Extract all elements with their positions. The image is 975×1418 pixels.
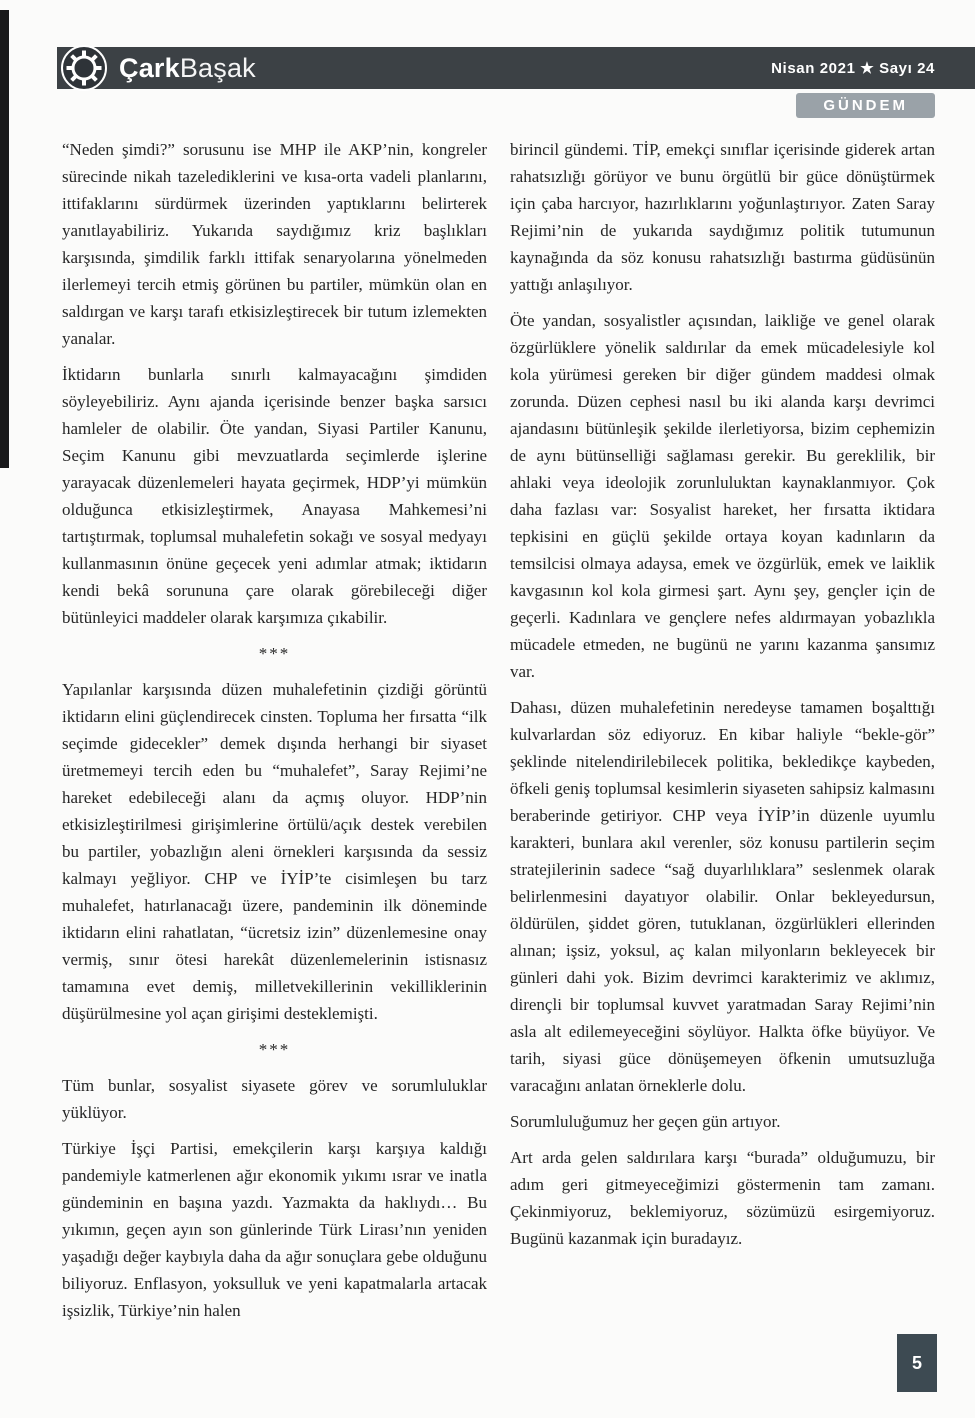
paragraph: Sorumluluğumuz her geçen gün artıyor.	[510, 1112, 781, 1131]
paragraph: Art arda gelen saldırılara karşı “burada” olduğumuzu, bir adım geri gitmeyeceğimizi göstermenin tam zamanı. Çekinmiyoruz, beklemiyoruz, sözümüzü esirgemiyoruz. Bugünü kazanmak için buradayız.	[510, 1148, 935, 1248]
paragraph: İktidarın bunlarla sınırlı kalmayacağını şimdiden söyleyebiliriz. Aynı ajanda içerisinde benzer başka sarsıcı hamleler de olabilir. Öte yandan, Siyasi Partiler Kanunu, Seçim Kanunu gibi mevzuatlarda seçimlerde işlerine yarayacak düzenlemeleri hayata geçirmek, HDP’yi mümkün olduğunca etkisizleştirmek, Anayasa Mahkemesi’ni tartıştırmak, toplumsal muhalefetin sokağı ve sosyal medyayı kullanmasının önüne geçecek yeni adımlar atmak; iktidarın kendi bekâ sorununa çare olarak görebileceği diğer bütünleyici maddeler olarak karşımıza çıkabilir.	[62, 365, 487, 627]
paragraph: Yapılanlar karşısında düzen muhalefetinin çizdiği görüntü iktidarın elini güçlendirecek cinsten. Topluma her fırsatta “ilk seçimde gidecekler” demek dışında herhangi bir siyaset üretmemeyi tercih eden bu “muhalefet”, Saray Rejimi’ne hareket edebileceği alanı da açmış oluyor. HDP’nin etkisizleştirilmesi girişimlerine örtülü/açık destek verebilen bu partiler, yobazlığın aleni örnekleri karşısında da sessiz kalmayı yeğliyor. CHP ve İYİP’te cisimleşen bu tarz muhalefet, hatırlanacağı üzere, pandeminin ilk döneminde iktidarın elini rahatlatan, “ücretsiz izin” düzenlemesine onay vermiş, sınır ötesi harekât düzenlemelerinin istisnasız tamamına evet demiş, milletvekillerinin vekilliklerinin düşürülmesine yol açan girişimi desteklemişti.	[62, 680, 487, 1023]
paragraph: birincil gündemi. TİP, emekçi sınıflar içerisinde giderek artan rahatsızlığı görüyor ve bunu örgütlü bir güce dönüştürmek için çaba harcıyor, hazırlıklarını yoğunlaştırıyor. Zaten Saray Rejimi’nin de yukarıda saydığımız politik tutumunun kaynağında da söz konusu rahatsızlığı bastırma güdüsünün yattığı anlaşılıyor.	[510, 140, 935, 294]
issue-info: Nisan 2021 ★ Sayı 24	[771, 60, 935, 77]
magazine-title	[119, 53, 256, 84]
magazine-title-light: Başak	[179, 52, 256, 83]
article-body	[62, 136, 935, 1333]
paragraph: “Neden şimdi?” sorusunu ise MHP ile AKP’nin, kongreler sürecinde nikah tazelediklerini ve kısa-orta vadeli planlarını, ittifaklarını sürdürmek üzerinden yaptıklarını belirterek yanıtlayabiliriz. Yukarıda saydığımız kriz başlıkları karşısında, şimdilik farklı ittifak senaryolarına yönelmeden ilerlemeyi tercih etmiş görünen bu partiler, mümkün olan en saldırgan ve karşı tarafı etkisizleştirecek bir tutum izlemekten yanalar.	[62, 140, 487, 348]
section-separator: ***	[258, 644, 291, 663]
section-badge-row	[796, 93, 935, 118]
left-edge-stripe	[0, 10, 9, 468]
paragraph: Tüm bunlar, sosyalist siyasete görev ve sorumluluklar yüklüyor.	[62, 1076, 487, 1122]
right-column	[510, 136, 935, 1333]
page-number: 5	[897, 1334, 937, 1392]
masthead-bar	[57, 47, 975, 89]
section-badge: GÜNDEM	[796, 93, 935, 118]
paragraph: Dahası, düzen muhalefetinin neredeyse tamamen boşalttığı kulvarlardan söz ediyoruz. En kibar haliyle “bekle-gör” şeklinde nitelendirilebilecek politika, bekledikçe kaybeden, öfkeli geniş toplumsal kesimlerin siyaseten sahipsiz kalmasını beraberinde getiriyor. CHP veya İYİP’in düzenle uyumlu karakteri, bunlara akıl verenler, söz konusu partilerin seçim stratejilerinin sadece “sağ duyarlılıklara” seslenmek olarak belirlenmesini dayatıyor olabilir. Onlar bekleyedursun, öldürülen, şiddet gören, tutuklanan, özgürlükleri ellerinden alınan; işsiz, yoksul, aç kalan milyonların bekleyecek bir günleri dahi yok. Bizim devrimci karakterimiz ve aklımız, dirençli bir toplumsal kuvvet yaratmadan Saray Rejimi’nin asla alt edilemeyeceğini söylüyor. Halkta öfke büyüyor. Ve tarih, siyasi güce dönüşemeyen öfkenin umutsuzluğa varacağını anlatan örneklerle dolu.	[510, 698, 935, 1095]
paragraph: Öte yandan, sosyalistler açısından, laikliğe ve genel olarak özgürlüklere yönelik saldırılar da emek mücadelesiyle kol kola yürümesi gereken bir diğer gündem maddesi olmak zorunda. Düzen cephesi nasıl bu iki alanda karşı devrimci ajandasını bütünleşik şekilde ilerletiyorsa, bizim cephemizin de aynı bütünselliği sağlaması gerekir. Bu gereklilik, bir ahlaki veya ideolojik zorunluluktan kaynaklanmıyor. Çok daha fazlası var: Sosyalist hareket, her fırsatta iktidara tepkisini en güçlü şekilde ortaya koyan kadınların da temsilcisi olmaya adaysa, emek ve özgürlük, emek ve laiklik kavgasının kol kola girmesi şart. Aynı şey, gençler için de geçerli. Kadınlara ve gençlere nefes aldırmayan yobazlıkla mücadele etmeden, ne bugünü ne yarını kazanma şansımız var.	[510, 311, 935, 681]
section-separator: ***	[258, 1040, 291, 1059]
logo	[61, 46, 256, 91]
tip-gear-logo-icon	[61, 45, 107, 91]
paragraph: Türkiye İşçi Partisi, emekçilerin karşı karşıya kaldığı pandemiyle katmerlenen ağır ekonomik yıkımı ısrar ve inatla gündeminin en başına yazdı. Yazmakta da haklıydı… Bu yıkımın, geçen ayın son günlerinde Türk Lirası’nın yeniden yaşadığı değer kaybıyla daha da ağır sonuçlara gebe olduğunu biliyoruz. Enflasyon, yoksulluk ve yeni kapatmalarla artacak işsizlik, Türkiye’nin halen	[62, 1139, 487, 1320]
left-column	[62, 136, 487, 1333]
magazine-title-bold: Çark	[119, 52, 180, 83]
